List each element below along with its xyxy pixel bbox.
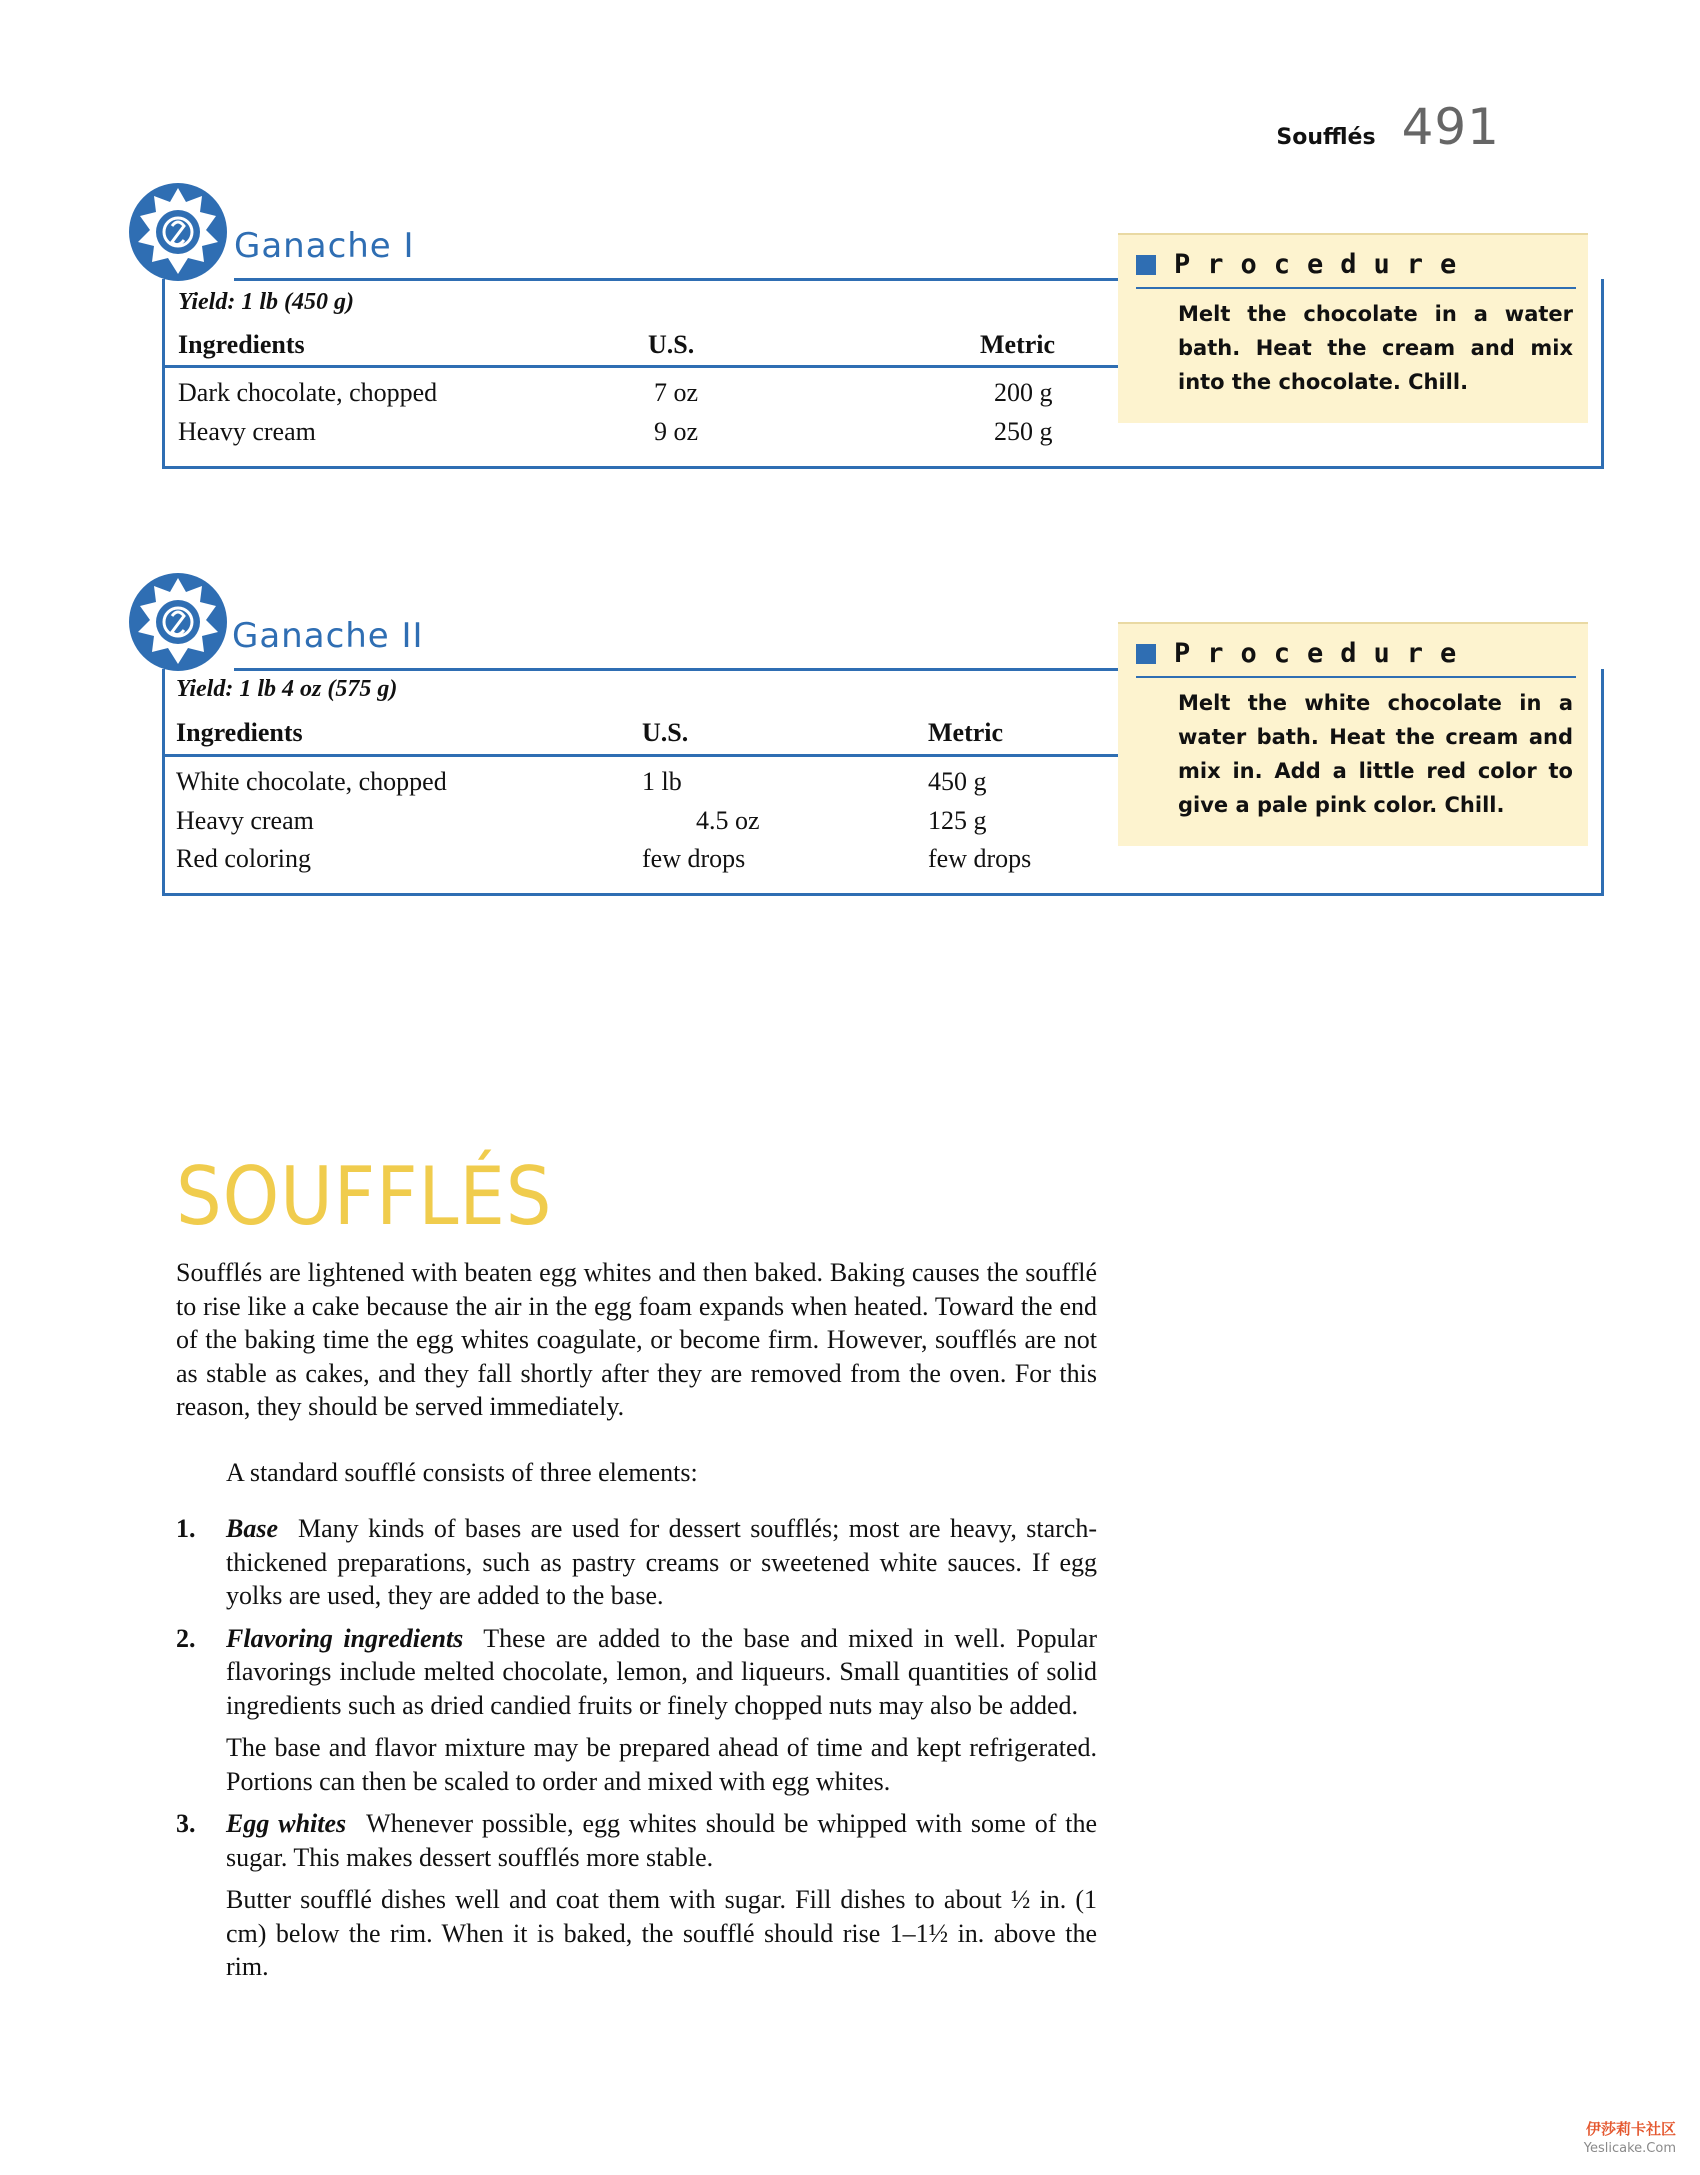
school-seal-icon: [128, 572, 228, 672]
cell-us: 7 oz: [654, 378, 699, 407]
list-number: 1.: [176, 1514, 196, 1543]
watermark-en: Yeslicake.Com: [1583, 2141, 1676, 2156]
recipe-title: Ganache II: [232, 616, 424, 656]
col-us: U.S.: [642, 718, 689, 747]
procedure-label: Procedure: [1174, 638, 1474, 669]
running-header-section: Soufflés: [1276, 125, 1376, 150]
col-ingredients: Ingredients: [176, 718, 303, 747]
list-term: Flavoring ingredients: [226, 1623, 464, 1653]
elements-list: [176, 1512, 1097, 1993]
recipe-ganache-ii: [128, 572, 1608, 902]
page-number: 491: [1401, 98, 1500, 156]
cell-ingredient: Dark chocolate, chopped: [178, 378, 438, 407]
school-seal-icon: [128, 182, 228, 282]
procedure-heading: [1136, 638, 1473, 669]
list-number: 2.: [176, 1623, 196, 1653]
cell-ingredient: White chocolate, chopped: [176, 767, 447, 796]
procedure-square-icon: [1136, 255, 1156, 275]
cell-metric: 125 g: [928, 806, 987, 835]
procedure-heading: [1136, 249, 1473, 280]
cell-metric: 450 g: [928, 767, 987, 796]
procedure-panel: [1118, 233, 1588, 423]
lead-paragraph: A standard soufflé consists of three elements:: [226, 1458, 698, 1487]
section-title: SOUFFLÉS: [176, 1150, 553, 1243]
running-header: [1276, 98, 1500, 156]
list-text: Many kinds of bases are used for dessert soufflés; most are heavy, starch-thickened preparations, such as pastry creams or sweetened white sauces. If egg yolks are used, they are added to the base.: [226, 1514, 1097, 1610]
cell-ingredient: Heavy cream: [176, 806, 314, 835]
cell-us: 1 lb: [642, 767, 682, 796]
list-text: These are added to the base and mixed in well. Popular flavorings include melted chocolate, lemon, and liqueurs. Small quantities of solid ingredients such as dried candied fruits or finely chopped nuts may also be added.: [226, 1623, 1097, 1720]
watermark: [1584, 2118, 1676, 2156]
col-us: U.S.: [648, 330, 695, 359]
table-header-rule: [162, 365, 1244, 368]
recipe-ganache-i: [128, 182, 1608, 472]
list-subparagraph: The base and flavor mixture may be prepared ahead of time and kept refrigerated. Portions can then be scaled to order and mixed with egg whites.: [226, 1733, 1097, 1796]
procedure-label: Procedure: [1174, 249, 1474, 280]
list-item: [176, 1807, 1097, 1874]
procedure-panel: [1118, 622, 1588, 846]
list-text: Whenever possible, egg whites should be whipped with some of the sugar. This makes dessert soufflés more stable.: [226, 1809, 1098, 1872]
procedure-rule: [1136, 676, 1576, 678]
list-number: 3.: [176, 1809, 196, 1838]
cell-metric: few drops: [928, 844, 1032, 873]
cell-metric: 200 g: [994, 378, 1053, 407]
col-metric: Metric: [928, 718, 1004, 747]
list-term: Egg whites: [226, 1809, 347, 1838]
list-term: Base: [226, 1514, 278, 1543]
col-ingredients: Ingredients: [178, 330, 305, 359]
cell-us: few drops: [642, 844, 746, 873]
list-item: [176, 1622, 1097, 1723]
list-subparagraph: Butter soufflé dishes well and coat them with sugar. Fill dishes to about ½ in. (1 cm) below the rim. When it is baked, the soufflé should rise 1–1½ in. above the rim.: [226, 1885, 1097, 1981]
procedure-rule: [1136, 287, 1576, 289]
list-item: [176, 1512, 1097, 1613]
cell-ingredient: Red coloring: [176, 844, 312, 873]
procedure-square-icon: [1136, 644, 1156, 664]
cell-metric: 250 g: [994, 417, 1053, 446]
intro-paragraph: Soufflés are lightened with beaten egg whites and then baked. Baking causes the soufflé to rise like a cake because the air in the egg foam expands when heated. Toward the end of the baking time the egg whites coagulate, or become firm. However, soufflés are not as stable as cakes, and they fall shortly after they are removed from the oven. For this reason, they should be served immediately.: [176, 1258, 1097, 1421]
cell-ingredient: Heavy cream: [178, 417, 316, 446]
cell-us: 9 oz: [654, 417, 699, 446]
watermark-cn: 伊莎莉卡社区: [1585, 2120, 1676, 2138]
recipe-yield: Yield: 1 lb 4 oz (575 g): [176, 676, 398, 702]
col-metric: Metric: [980, 330, 1056, 359]
procedure-text: Melt the chocolate in a water bath. Heat the cream and mix into the chocolate. Chill.: [1178, 302, 1573, 394]
procedure-text: Melt the white chocolate in a water bath. Heat the cream and mix in. Add a little red color to give a pale pink color. Chill.: [1178, 691, 1573, 817]
table-header-rule: [162, 754, 1244, 757]
cell-us: 4.5 oz: [696, 806, 760, 835]
recipe-title: Ganache I: [234, 226, 415, 266]
recipe-yield: Yield: 1 lb (450 g): [178, 289, 354, 315]
